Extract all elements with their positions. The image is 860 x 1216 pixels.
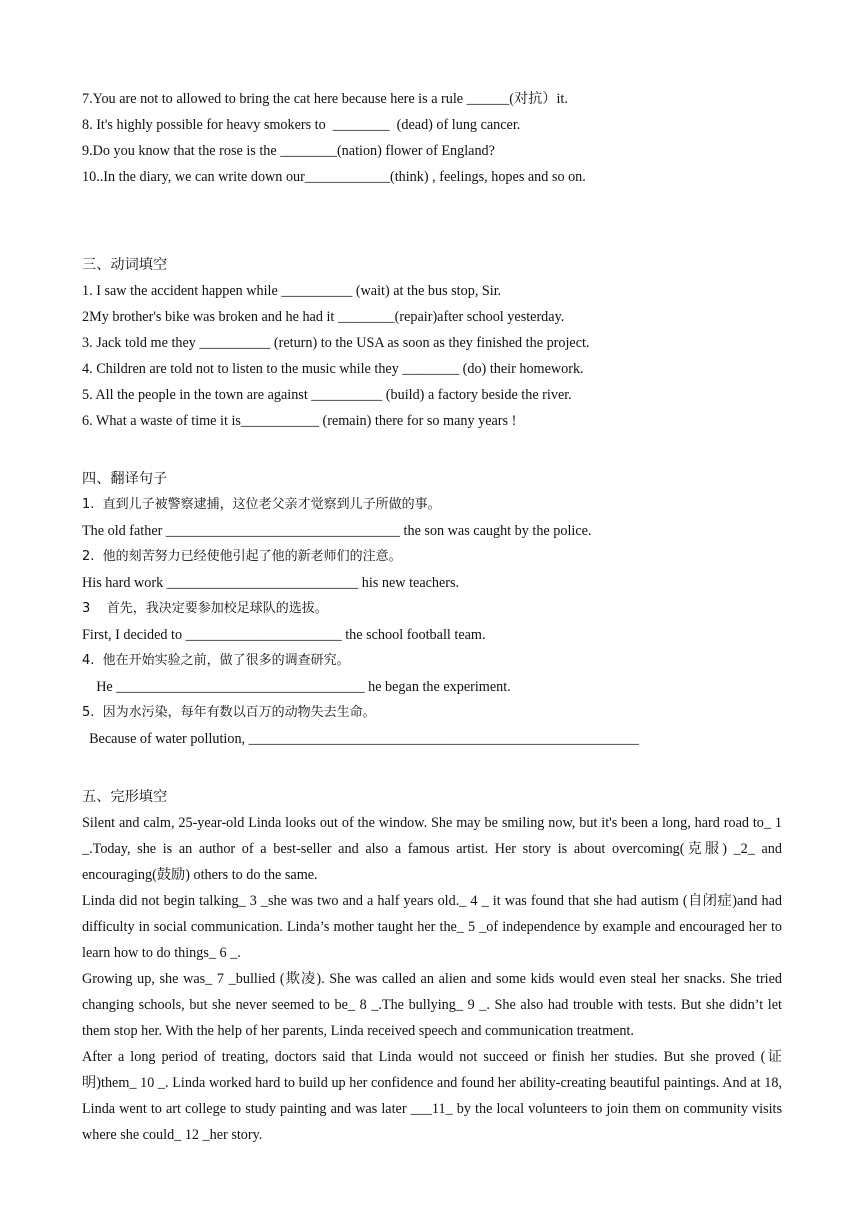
translation-answer-3: First, I decided to ______________________ the school football team. bbox=[82, 627, 486, 643]
question-9: 9.Do you know that the rose is the ________(nation) flower of England? bbox=[82, 143, 495, 159]
section-translation bbox=[82, 466, 782, 752]
cloze-paragraph-3: Growing up, she was_ 7 _bullied (欺凌). She was called an alien and some kids would even steal her snacks. She tried changing schools, but she never seemed to be_ 8 _.The bullying_ 9 _. She also had trouble with tests. But she didn’t let them stop her. With the help of her parents, Linda received speech and communication treatment. bbox=[82, 971, 782, 1039]
translation-prompt-4: 4. 他在开始实验之前，做了很多的调查研究。 bbox=[82, 653, 350, 668]
verb-item-1: 1. I saw the accident happen while __________ (wait) at the bus stop, Sir. bbox=[82, 283, 502, 299]
verb-item-2: 2My brother's bike was broken and he had it ________(repair)after school yesterday. bbox=[82, 309, 565, 325]
translation-prompt-3: 3 首先，我决定要参加校足球队的选拔。 bbox=[82, 601, 328, 616]
cloze-paragraph-1: Silent and calm, 25-year-old Linda looks out of the window. She may be smiling now, but it's been a long, hard road to_ 1 _.Today, she is an author of a best-seller and also a famous artist. Her story is about overcoming(克服) _2_ and encouraging(鼓励) others to do the same. bbox=[82, 815, 782, 883]
verb-item-3: 3. Jack told me they __________ (return) to the USA as soon as they finished the project. bbox=[82, 335, 590, 351]
word-form-items-continued bbox=[82, 86, 782, 190]
translation-prompt-1: 1. 直到儿子被警察逮捕，这位老父亲才觉察到儿子所做的事。 bbox=[82, 497, 441, 512]
verb-item-6: 6. What a waste of time it is___________ (remain) there for so many years ! bbox=[82, 413, 517, 429]
section-heading: 四、翻译句子 bbox=[82, 471, 168, 487]
section-heading: 五、完形填空 bbox=[82, 789, 168, 805]
question-8: 8. It's highly possible for heavy smokers to ________ (dead) of lung cancer. bbox=[82, 117, 521, 133]
cloze-paragraph-2: Linda did not begin talking_ 3 _she was two and a half years old._ 4 _ it was found that she had autism (自闭症)and had difficulty in social communication. Linda’s mother taught her the_ 5 _of independence by example and encouraged her to learn how to do things_ 6 _. bbox=[82, 893, 782, 961]
worksheet-page bbox=[82, 86, 782, 1148]
question-7: 7.You are not to allowed to bring the cat here because here is a rule ______(对抗）it. bbox=[82, 91, 568, 107]
translation-prompt-5: 5. 因为水污染，每年有数以百万的动物失去生命。 bbox=[82, 705, 376, 720]
translation-answer-5: Because of water pollution, _______________________________________________________ bbox=[82, 731, 639, 747]
section-cloze bbox=[82, 784, 782, 1148]
section-verb-fill bbox=[82, 252, 782, 434]
translation-answer-4: He ___________________________________ he began the experiment. bbox=[82, 679, 511, 695]
cloze-paragraph-4: After a long period of treating, doctors said that Linda would not succeed or finish her studies. But she proved (证明)them_ 10 _. Linda worked hard to build up her confidence and found her ability-creating beautiful paintings. And at 18, Linda went to art college to study painting and was later ___11_ by the local volunteers to join them on community visits where she could_ 12 _her story. bbox=[82, 1049, 782, 1143]
verb-item-4: 4. Children are told not to listen to the music while they ________ (do) their homework. bbox=[82, 361, 584, 377]
translation-prompt-2: 2. 他的刻苦努力已经使他引起了他的新老师们的注意。 bbox=[82, 549, 402, 564]
question-10: 10..In the diary, we can write down our____________(think) , feelings, hopes and so on. bbox=[82, 169, 586, 185]
translation-answer-2: His hard work ___________________________ his new teachers. bbox=[82, 575, 460, 591]
verb-item-5: 5. All the people in the town are against __________ (build) a factory beside the river. bbox=[82, 387, 572, 403]
section-heading: 三、动词填空 bbox=[82, 257, 168, 273]
translation-answer-1: The old father _________________________________ the son was caught by the police. bbox=[82, 523, 592, 539]
